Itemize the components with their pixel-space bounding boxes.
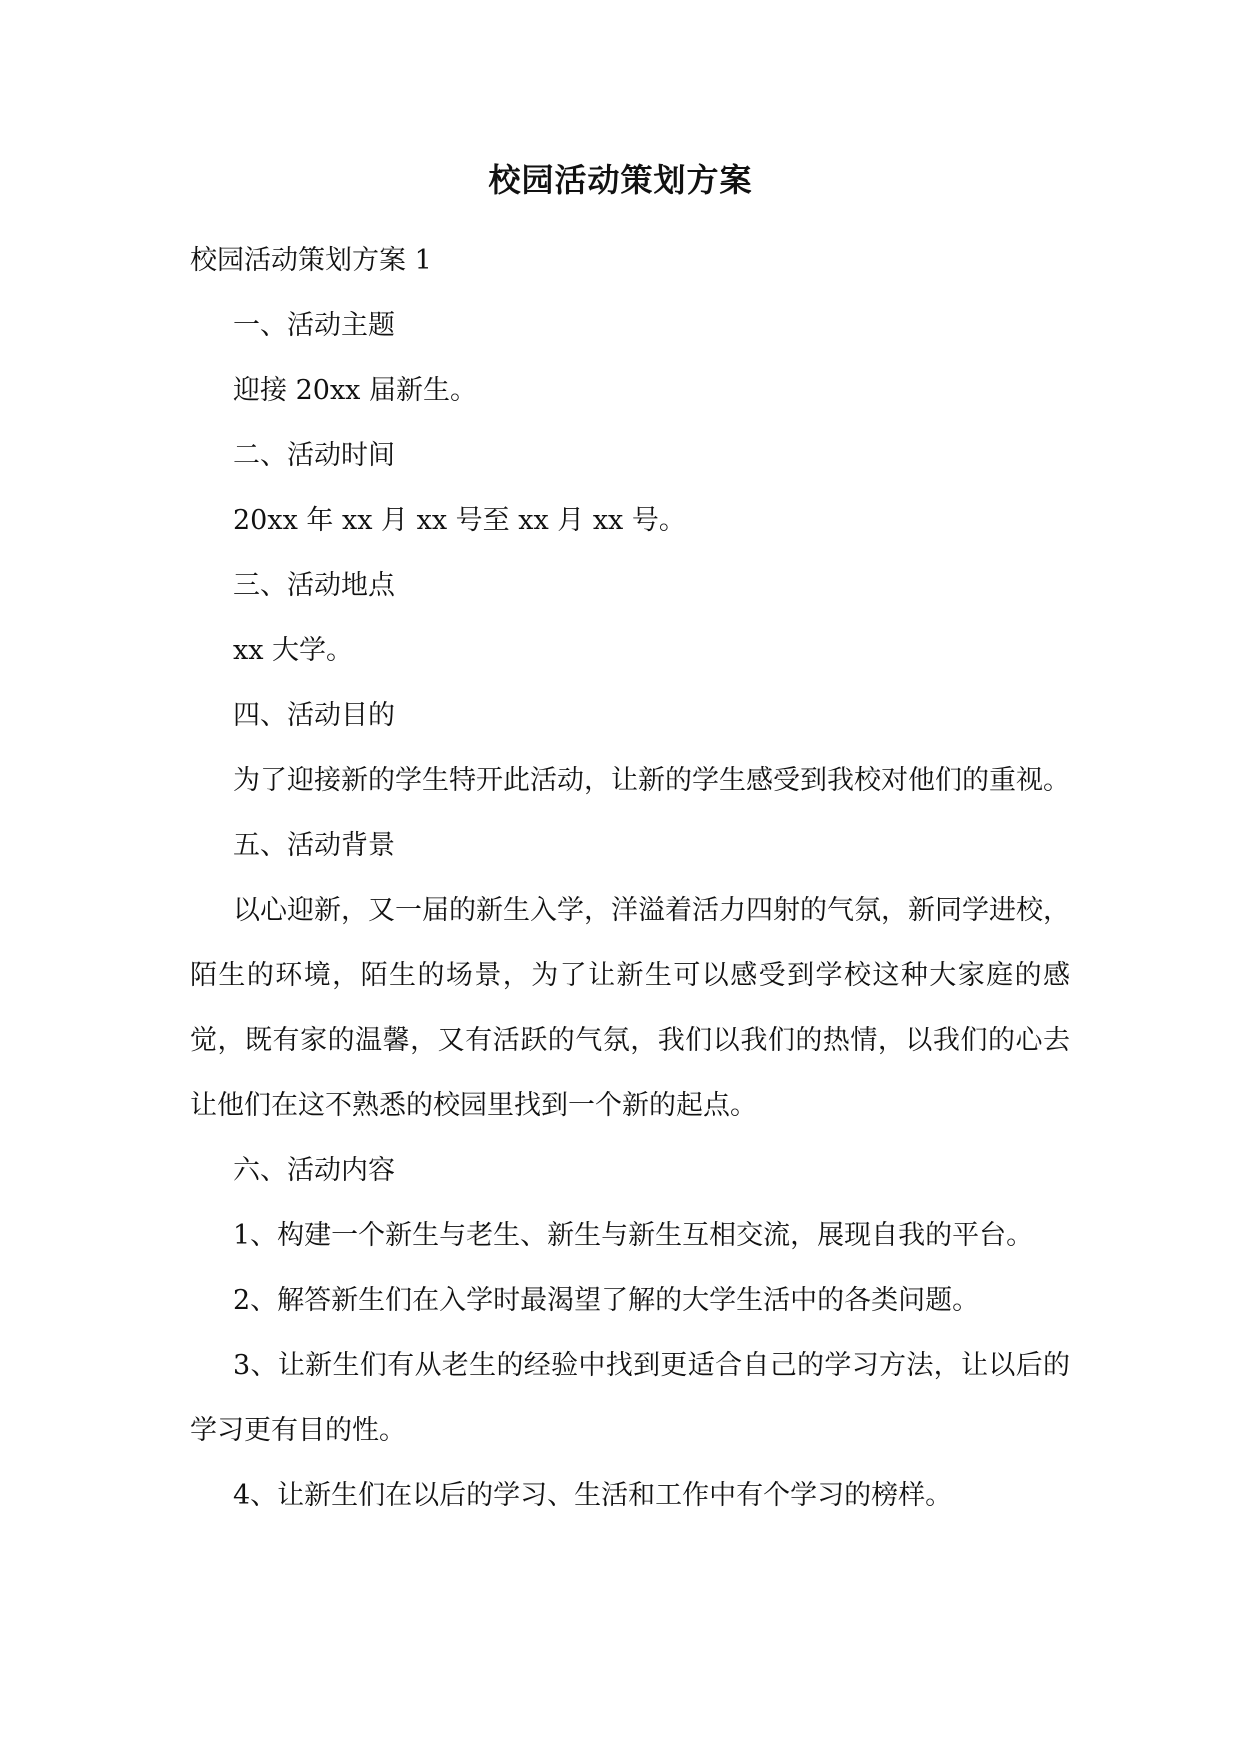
section-body-background: 以心迎新，又一届的新生入学，洋溢着活力四射的气氛，新同学进校，陌生的环境，陌生的场景，为了让新生可以感受到学校这种大家庭的感觉，既有家的温馨，又有活跃的气氛，我们以我们的热情，以我们的心去让他们在这不熟悉的校园里找到一个新的起点。 — [190, 895, 1070, 1121]
plan-heading: 校园活动策划方案 1 — [190, 245, 432, 276]
section-heading-content: 六、活动内容 — [233, 1155, 395, 1186]
section-heading-time: 二、活动时间 — [233, 440, 395, 471]
section-heading-location: 三、活动地点 — [233, 570, 395, 601]
content-item-3: 3、让新生们有从老生的经验中找到更适合自己的学习方法，让以后的学习更有目的性。 — [190, 1350, 1070, 1446]
content-item-4: 4、让新生们在以后的学习、生活和工作中有个学习的榜样。 — [233, 1480, 953, 1511]
section-heading-theme: 一、活动主题 — [233, 310, 395, 341]
section-heading-purpose: 四、活动目的 — [233, 700, 395, 731]
content-item-1: 1、构建一个新生与老生、新生与新生互相交流，展现自我的平台。 — [233, 1220, 1034, 1251]
section-body-theme: 迎接 20xx 届新生。 — [233, 375, 477, 406]
content-item-2: 2、解答新生们在入学时最渴望了解的大学生活中的各类问题。 — [233, 1285, 980, 1316]
section-body-purpose: 为了迎接新的学生特开此活动，让新的学生感受到我校对他们的重视。 — [233, 765, 1070, 796]
document-title: 校园活动策划方案 — [488, 161, 753, 199]
section-body-location: xx 大学。 — [233, 635, 354, 666]
section-body-time: 20xx 年 xx 月 xx 号至 xx 月 xx 号。 — [233, 505, 686, 536]
section-heading-background: 五、活动背景 — [233, 830, 395, 861]
document-body — [190, 228, 1070, 1528]
